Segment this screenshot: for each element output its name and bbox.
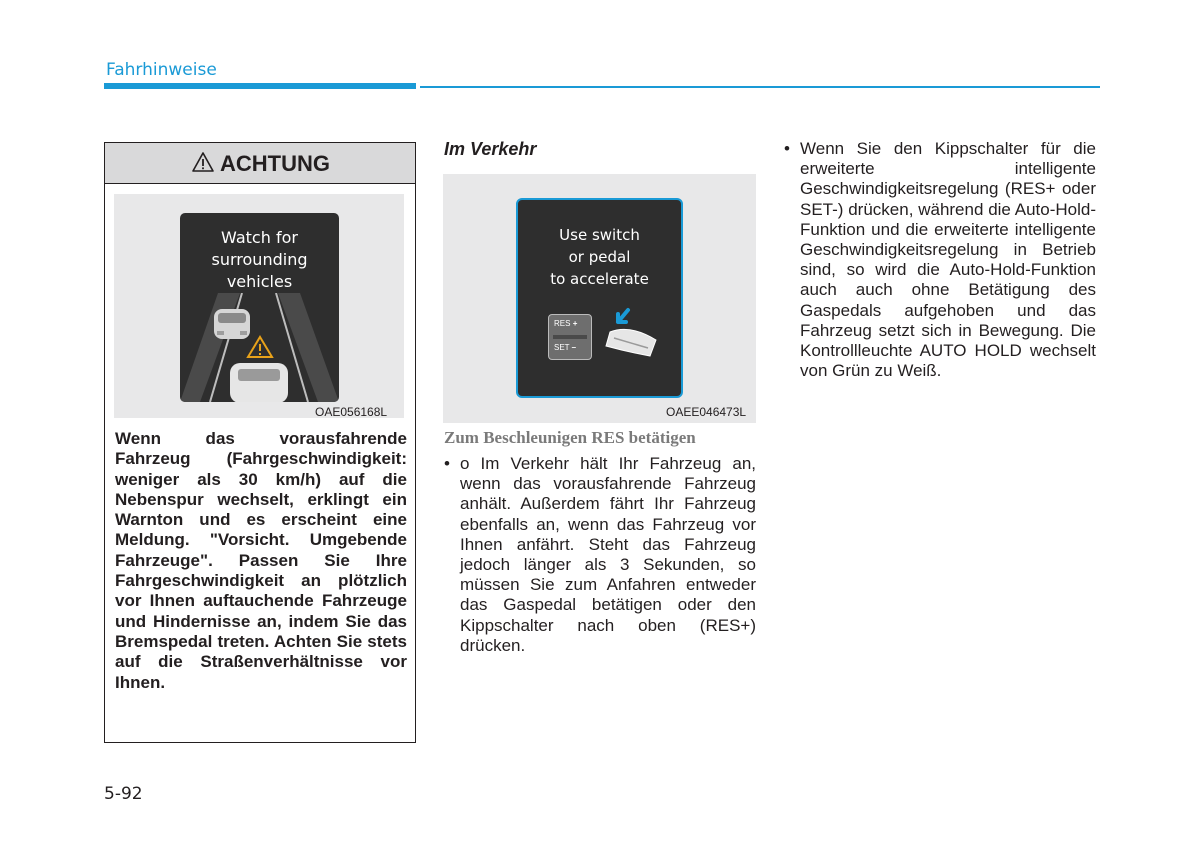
caution-text: Wenn das vorausfahrende Fahrzeug (Fahrgeschwindigkeit: weniger als 30 km/h) auf die Nebenspur wechselt, erklingt ein Warnton und es erscheint eine Meldung. "Vorsicht. Umgebende Fahrzeuge". Passen Sie Ihre Fahrgeschwindigkeit an plötzlich vor Ihnen auftauchende Fahrzeuge und Hindernisse an, indem Sie das Bremspedal treten. Achten Sie stets auf die Straßenverhältnisse vor Ihnen. xyxy=(115,429,407,692)
res-label: RES + xyxy=(554,319,578,328)
bullet-icon: • xyxy=(444,454,450,473)
display-line: to accelerate xyxy=(550,270,649,288)
caution-figure xyxy=(114,194,404,418)
section-title: Fahrhinweise xyxy=(106,60,217,80)
caution-box xyxy=(104,142,416,743)
car-icon xyxy=(214,309,250,339)
switch-divider xyxy=(553,335,587,339)
cluster-display xyxy=(516,198,683,398)
display-line: Use switch xyxy=(559,226,640,244)
bullet-icon: • xyxy=(784,139,790,158)
display-line: surrounding xyxy=(211,250,308,269)
subheading: Im Verkehr xyxy=(444,139,537,159)
header-rule-thin xyxy=(420,86,1100,88)
figure-code: OAE056168L xyxy=(315,405,388,419)
accelerator-pedal-icon xyxy=(600,302,664,366)
res-heading: Zum Beschleunigen RES betätigen xyxy=(444,428,696,447)
caution-header xyxy=(105,143,415,184)
car-icon xyxy=(230,363,288,402)
warning-triangle-icon xyxy=(248,337,272,357)
road-scene-illustration xyxy=(180,293,339,402)
caution-title: ACHTUNG xyxy=(220,151,330,176)
figure-code: OAEE046473L xyxy=(666,405,747,419)
page-number: 5-92 xyxy=(104,784,143,804)
bullet-text: Wenn Sie den Kippschalter für die erweiterte intelligente Geschwindigkeitsregelung (RES+ oder SET-) drücken, während die Auto-Hold-Funktion und die erweiterte intelligente Geschwindigkeitsregelung in Betrieb sind, so wird die Auto-Hold-Funktion auch auch ohne Betätigung des Gaspedals aufgehoben und das Fahrzeug setzt sich in Bewegung. Die Kontrollleuchte AUTO HOLD wechselt von Grün zu Weiß. xyxy=(800,139,1096,381)
res-set-switch-icon xyxy=(548,314,592,360)
display-line: vehicles xyxy=(226,272,293,291)
res-figure xyxy=(443,174,756,423)
warning-triangle-icon xyxy=(191,151,215,173)
display-line: or pedal xyxy=(568,248,631,266)
display-line: Watch for xyxy=(221,228,298,247)
bullet-text: o Im Verkehr hält Ihr Fahrzeug an, wenn das vorausfahrende Fahrzeug anhält. Außerdem fährt Ihr Fahrzeug ebenfalls an, wenn das Fahrzeug vor Ihnen anfährt. Steht das Fahrzeug jedoch länger als 3 Sekunden, so müssen Sie zum Anfahren entweder das Gaspedal betätigen oder den Kippschalter nach oben (RES+) drücken. xyxy=(460,454,756,655)
header-rule-thick xyxy=(104,83,416,89)
set-label: SET – xyxy=(554,343,577,352)
cluster-display xyxy=(180,213,339,402)
